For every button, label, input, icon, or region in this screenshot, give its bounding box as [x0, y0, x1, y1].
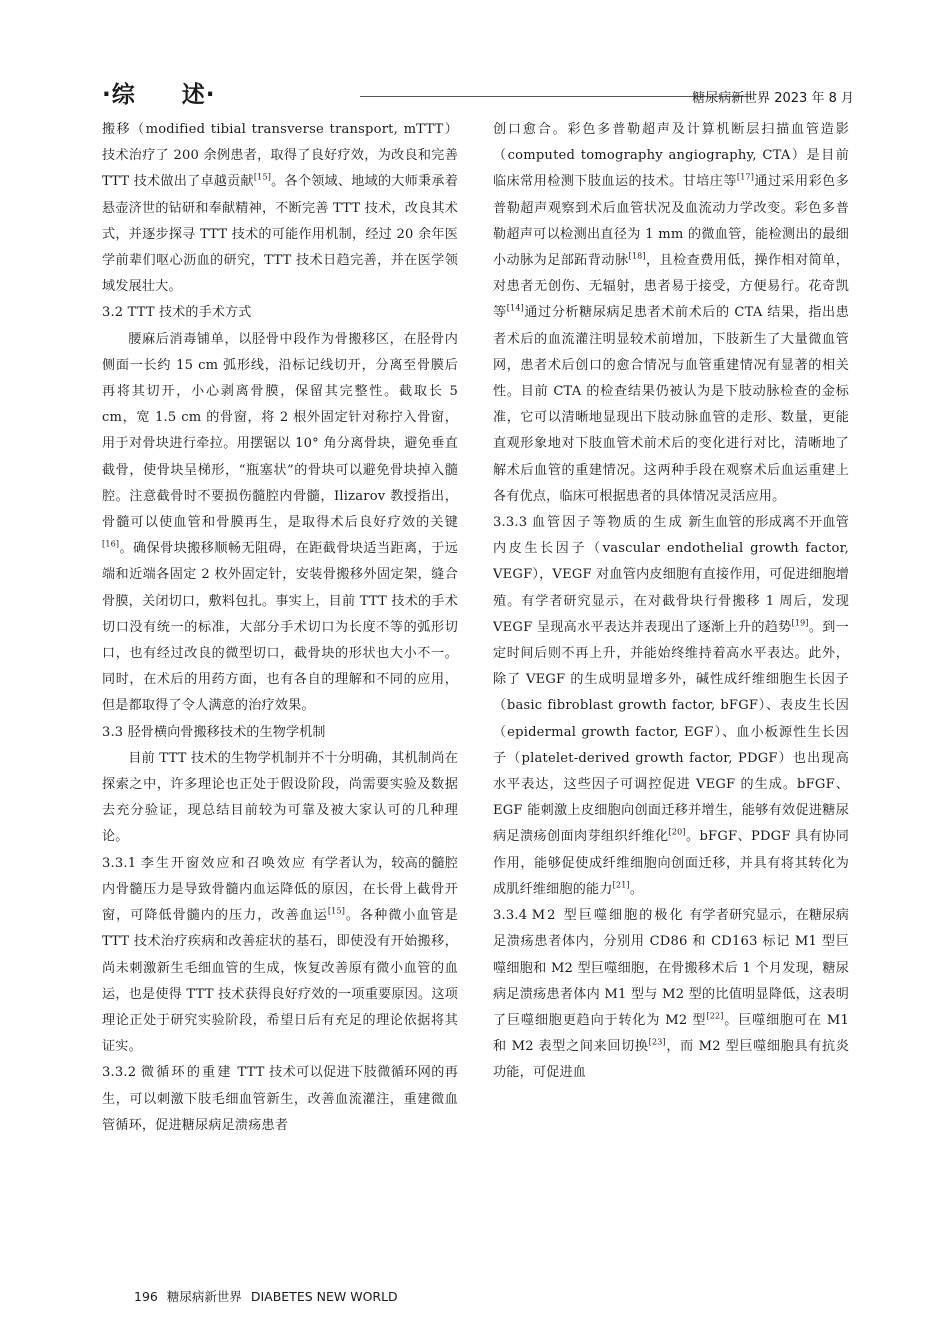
page-number: 196	[134, 1289, 158, 1304]
subsection-title: 微循环的重建	[140, 1065, 233, 1081]
citation: [14]	[506, 304, 524, 314]
subsection-title: 血管因子等物质的生成	[531, 515, 684, 531]
citation: [21]	[612, 880, 630, 890]
page-header	[102, 72, 854, 112]
citation: [15]	[327, 906, 346, 916]
journal-name-cn: 糖尿病新世界	[166, 1289, 242, 1304]
journal-issue: 糖尿病新世界 2023 年 8 月	[692, 91, 854, 106]
citation: [20]	[668, 828, 686, 838]
subsection-title: M2 型巨噬细胞的极化	[531, 908, 685, 924]
section-heading-3-2: 3.2 TTT 技术的手术方式	[102, 305, 252, 321]
left-column	[102, 117, 458, 1267]
journal-name-en: DIABETES NEW WORLD	[250, 1289, 398, 1304]
citation: [22]	[706, 1011, 724, 1021]
right-column	[493, 117, 849, 1267]
subsection-3-3-1: 3.3.1 李生开窗效应和召唤效应 有学者认为，较高的髓腔内骨髓压力是导致骨髓内血运降低的原因，在长骨上截骨开窗，可降低骨髓内的压力，改善血运[15]。各种微小血管是 TTT 技术治疗疾病和改善症状的基石，即使没有开始搬移，尚未刺激新生毛细血管的生成，恢复改善原有微小血管的血运，也是使得 TTT 技术获得良好疗效的一项重要原因。这项理论正处于研究实验阶段，希望日后有充足的理论依据将其证实。	[102, 855, 458, 1055]
section-tag-part1: ·综	[102, 82, 136, 108]
citation: [15]	[253, 173, 272, 183]
paragraph: 目前 TTT 技术的生物学机制并不十分明确，其机制尚在探索之中，许多理论也正处于假设阶段，尚需要实验及数据去充分验证，现总结目前较为可靠及被大家认可的几种理论。	[102, 750, 458, 845]
citation: [17]	[736, 173, 755, 183]
subsection-title: 李生开窗效应和召唤效应	[140, 855, 308, 871]
paragraph: 搬移（modified tibial transverse transport, mTTT）技术治疗了 200 余例患者，取得了良好疗效，为改良和完善 TTT 技术做出了卓越贡献[15]。各个领域、地域的大师秉承着悬壶济世的钻研和奉献精神，不断完善 TTT 技术，改良其术式，并逐步探寻 TTT 技术的可能作用机制，经过 20 余年医学前辈们呕心沥血的研究，TTT 技术日趋完善，并在医学领域发展壮大。	[102, 122, 458, 295]
page-footer	[134, 1287, 403, 1305]
citation: [16]	[102, 539, 120, 549]
section-tag-part2: 述·	[181, 82, 216, 108]
subsection-3-3-3: 3.3.3 血管因子等物质的生成 新生血管的形成离不开血管内皮生长因子（vascular endothelial growth factor, VEGF），VEGF 对血管内皮细胞有直接作用，可促进细胞增殖。有学者研究显示，在对截骨块行骨搬移 1 周后，发现 VEGF 呈现高水平表达并表现出了逐渐上升的趋势[19]。到一定时间后则不再上升，并能始终维持着高水平表达。此外，除了 VEGF 的生成明显增多外，碱性成纤维细胞生长因子（basic fibroblast growth factor, bFGF）、表皮生长因（epidermal growth factor, EGF）、血小板源性生长因子（platelet-derived growth factor, PDGF）也出现高水平表达，这些因子可调控促进 VEGF 的生成。bFGF、EGF 能刺激上皮细胞向创面迁移并增生，能够有效促进糖尿病足溃疡创面肉芽组织纤维化[20]。bFGF、PDGF 具有协同作用，能够促使成纤维细胞向创面迁移，并具有将其转化为成肌纤维细胞的能力[21]。	[493, 515, 849, 897]
paragraph: 创口愈合。彩色多普勒超声及计算机断层扫描血管造影（computed tomography angiography, CTA）是目前临床常用检测下肢血运的技术。甘培庄等[17]通过采用彩色多普勒超声观察到术后血管状况及血流动力学改变。彩色多普勒超声可以检测出直径为 1 mm 的微血管，能检测出的最细小动脉为足部跖背动脉[18]，且检查费用低，操作相对简单，对患者无创伤、无辐射，患者易于接受，方便易行。花奇凯等[14]通过分析糖尿病足患者术前术后的 CTA 结果，指出患者术后的血流灌注明显较术前增加，下肢新生了大量微血管网，患者术后创口的愈合情况与血管重建情况有显著的相关性。目前 CTA 的检查结果仍被认为是下肢动脉检查的金标准，它可以清晰地显现出下肢动脉血管的走形、数量，更能直观形象地对下肢血管术前术后的变化进行对比，清晰地了解术后血管的重建情况。这两种手段在观察术后血运重建上各有优点，临床可根据患者的具体情况灵活应用。	[493, 122, 849, 504]
citation: [18]	[628, 251, 646, 261]
subsection-3-3-2: 3.3.2 微循环的重建 TTT 技术可以促进下肢微循环网的再生，可以刺激下肢毛细血管新生，改善血流灌注，重建微血管循环，促进糖尿病足溃疡患者	[102, 1065, 458, 1133]
subsection-3-3-4: 3.3.4 M2 型巨噬细胞的极化 有学者研究显示，在糖尿病足溃疡患者体内，分别用 CD86 和 CD163 标记 M1 型巨噬细胞和 M2 型巨噬细胞，在骨搬移术后 1 个月发现，糖尿病足溃疡患者体内 M1 型与 M2 型的比值明显降低，这表明了巨噬细胞更趋向于转化为 M2 型[22]。巨噬细胞可在 M1 和 M2 表型之间来回切换[23]，而 M2 型巨噬细胞具有抗炎功能，可促进血	[493, 908, 849, 1081]
citation: [23]	[648, 1037, 666, 1047]
section-heading-3-3: 3.3 胫骨横向骨搬移技术的生物学机制	[102, 724, 326, 740]
citation: [19]	[791, 618, 809, 628]
paragraph: 腰麻后消毒铺单，以胫骨中段作为骨搬移区，在胫骨内侧面一长约 15 cm 弧形线，沿标记线切开，分离至骨膜后再将其切开，小心剥离骨膜，保留其完整性。截取长 5 cm，宽 1.5 cm 的骨窗，将 2 根外固定针对称拧入骨窗，用于对骨块进行牵拉。用摆锯以 10° 角分离骨块，避免垂直截骨，使骨块呈梯形，“瓶塞状”的骨块可以避免骨块掉入髓腔。注意截骨时不要损伤髓腔内骨髓，Ilizarov 教授指出，骨髓可以使血管和骨膜再生，是取得术后良好疗效的关键[16]。确保骨块搬移顺畅无阻碍，在距截骨块适当距离，于远端和近端各固定 2 枚外固定针，安装骨搬移外固定架，缝合骨膜，关闭切口，敷料包扎。事实上，目前 TTT 技术的手术切口没有统一的标准，大部分手术切口为长度不等的弧形切口，也有经过改良的微型切口，截骨块的形状也大小不一。同时，在术后的用药方面，也有各自的理解和不同的应用，但是都取得了令人满意的治疗效果。	[102, 331, 458, 714]
section-tag	[102, 76, 216, 109]
